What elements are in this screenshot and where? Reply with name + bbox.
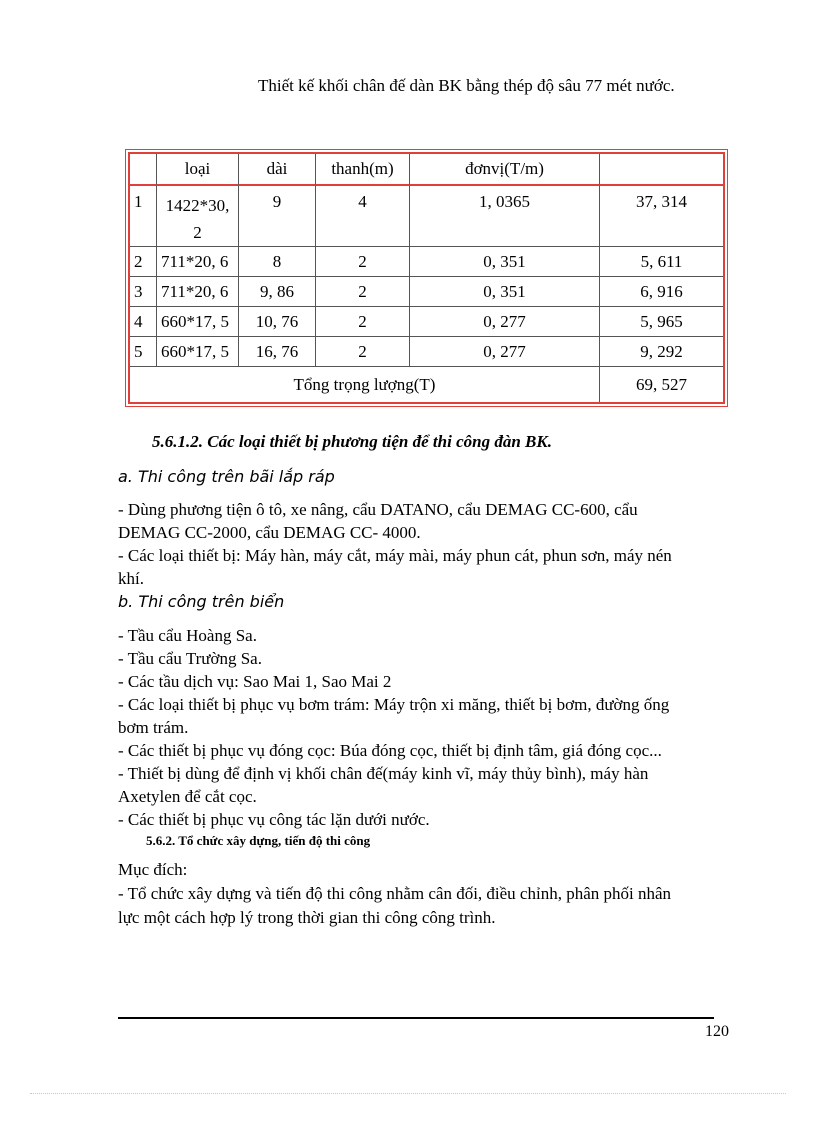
table-row — [130, 277, 723, 307]
paragraph-line: - Các loại thiết bị: Máy hàn, máy cắt, máy mài, máy phun cát, phun sơn, máy nén — [118, 546, 672, 565]
paragraph-line: Axetylen để cắt cọc. — [118, 787, 257, 806]
pipe-count: 2 — [316, 337, 410, 367]
paragraph-line: - Các thiết bị phục vụ đóng cọc: Búa đóng cọc, thiết bị định tâm, giá đóng cọc... — [118, 741, 662, 760]
unit-weight: 0, 277 — [410, 337, 600, 367]
document-header: Thiết kế khối chân đế dàn BK bằng thép độ sâu 77 mét nước. — [258, 76, 675, 95]
paragraph-line: bơm trám. — [118, 718, 189, 737]
paragraph-line: DEMAG CC-2000, cẩu DEMAG CC- 4000. — [118, 523, 421, 542]
col-header-type: loại — [157, 154, 239, 186]
col-header-no — [130, 154, 157, 186]
col-header-total — [600, 154, 723, 186]
section-2-title: 5.6.2. Tổ chức xây dựng, tiến độ thi công — [146, 833, 371, 848]
pipe-length: 8 — [239, 247, 316, 277]
row-number: 5 — [130, 337, 157, 367]
table-row — [130, 307, 723, 337]
subsection-b-title: b. Thi công trên biển — [118, 592, 285, 611]
pipe-type: 711*20, 6 — [157, 277, 239, 307]
paragraph-line: - Các thiết bị phục vụ công tác lặn dưới nước. — [118, 810, 430, 829]
pipe-length: 9 — [239, 186, 316, 247]
col-header-unit-weight: đơnvị(T/m) — [410, 154, 600, 186]
col-header-length: dài — [239, 154, 316, 186]
pipe-count: 2 — [316, 307, 410, 337]
pipe-count: 2 — [316, 277, 410, 307]
total-weight: 37, 314 — [600, 186, 723, 247]
unit-weight: 0, 277 — [410, 307, 600, 337]
page-number: 120 — [705, 1023, 729, 1040]
table-row — [130, 186, 723, 247]
row-number: 3 — [130, 277, 157, 307]
table-total-row — [130, 367, 723, 402]
footer-rule — [118, 1017, 714, 1019]
pipe-length: 16, 76 — [239, 337, 316, 367]
total-value: 69, 527 — [636, 374, 687, 394]
unit-weight: 0, 351 — [410, 247, 600, 277]
pipe-type: 660*17, 5 — [157, 337, 239, 367]
section-title: 5.6.1.2. Các loại thiết bị phương tiện để thi công đàn BK. — [152, 432, 552, 451]
table-header-row — [130, 154, 723, 186]
row-number: 4 — [130, 307, 157, 337]
total-weight: 5, 965 — [600, 307, 723, 337]
page-bottom-border — [30, 1093, 786, 1094]
paragraph-line: - Thiết bị dùng để định vị khối chân đế(máy kinh vĩ, máy thủy bình), máy hàn — [118, 764, 649, 783]
table-row — [130, 337, 723, 367]
subsection-a-title: a. Thi công trên bãi lắp ráp — [118, 467, 335, 486]
paragraph-line: - Tầu cẩu Trường Sa. — [118, 649, 262, 668]
total-weight: 5, 611 — [600, 247, 723, 277]
steel-spec-table — [128, 152, 725, 404]
unit-weight: 0, 351 — [410, 277, 600, 307]
paragraph-line: khí. — [118, 569, 144, 588]
paragraph-line: Mục đích: — [118, 860, 188, 879]
pipe-count: 2 — [316, 247, 410, 277]
table-row — [130, 247, 723, 277]
pipe-type: 660*17, 5 — [157, 307, 239, 337]
paragraph-line: - Dùng phương tiện ô tô, xe nâng, cẩu DATANO, cẩu DEMAG CC-600, cẩu — [118, 500, 638, 519]
pipe-length: 9, 86 — [239, 277, 316, 307]
paragraph-line: - Tổ chức xây dựng và tiến độ thi công nhằm cân đối, điều chỉnh, phân phối nhân — [118, 884, 672, 903]
pipe-type: 1422*30, 2 — [157, 186, 239, 247]
pipe-type: 711*20, 6 — [157, 247, 239, 277]
pipe-length: 10, 76 — [239, 307, 316, 337]
paragraph-line: - Tầu cẩu Hoàng Sa. — [118, 626, 257, 645]
pipe-count: 4 — [316, 186, 410, 247]
total-weight: 9, 292 — [600, 337, 723, 367]
paragraph-line: lực một cách hợp lý trong thời gian thi công công trình. — [118, 908, 496, 927]
total-weight: 6, 916 — [600, 277, 723, 307]
row-number: 2 — [130, 247, 157, 277]
paragraph-line: - Các tầu dịch vụ: Sao Mai 1, Sao Mai 2 — [118, 672, 392, 691]
row-number: 1 — [130, 186, 157, 247]
paragraph-line: - Các loại thiết bị phục vụ bơm trám: Máy trộn xi măng, thiết bị bơm, đường ống — [118, 695, 670, 714]
total-label: Tổng trọng lượng(T) — [130, 367, 600, 402]
col-header-count: thanh(m) — [316, 154, 410, 186]
unit-weight: 1, 0365 — [410, 186, 600, 247]
